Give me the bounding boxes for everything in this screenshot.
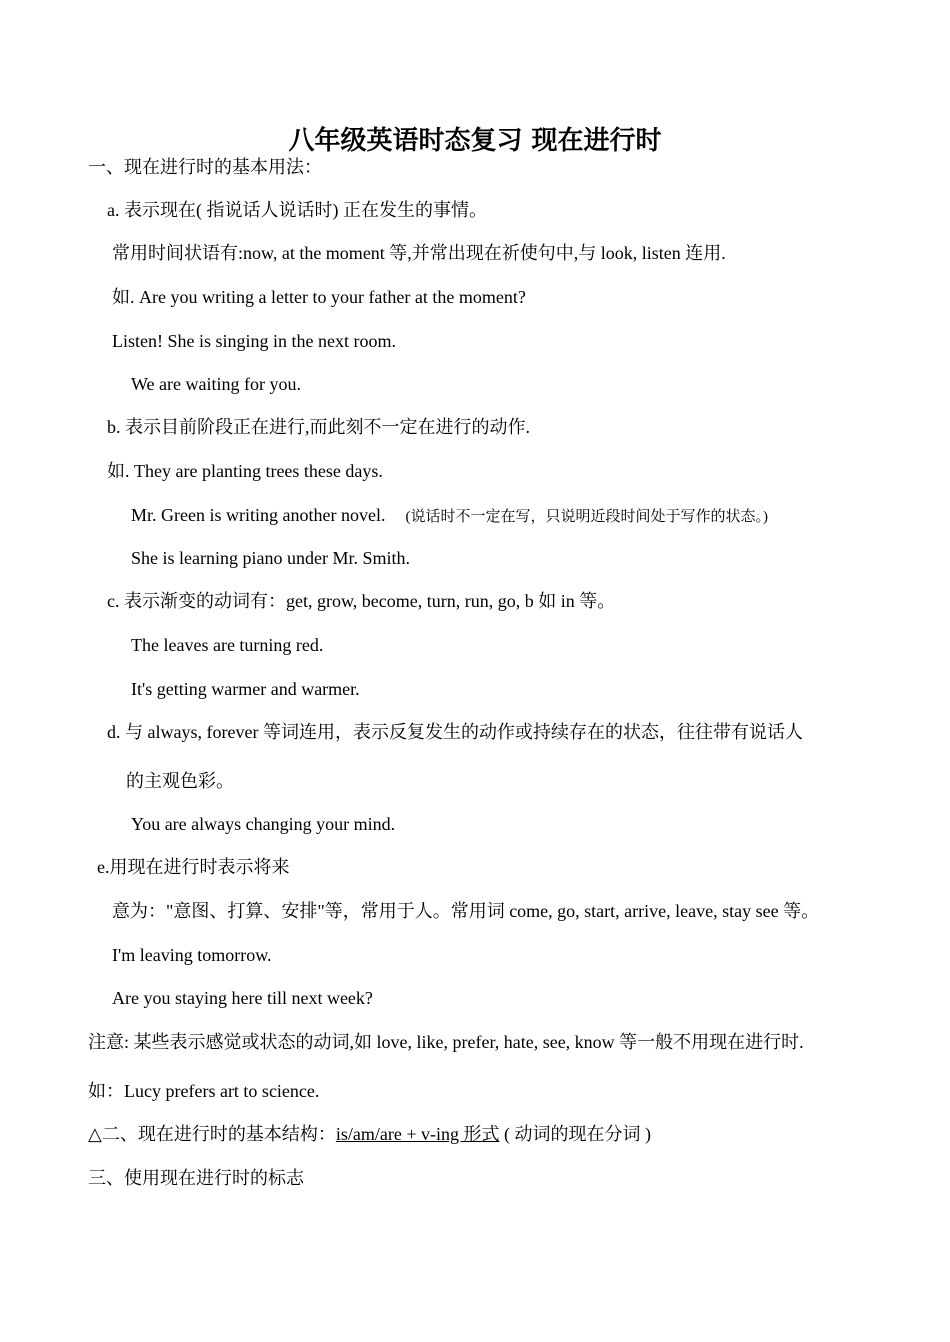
usage-c-label: c. 表示渐变的动词有：get, grow, become, turn, run, go, b 如 in 等。 — [107, 591, 616, 611]
usage-e-example-2: Are you staying here till next week? — [112, 988, 373, 1008]
usage-b-example-2-note: (说话时不一定在写，只说明近段时间处于写作的状态。) — [405, 509, 768, 525]
attention-note: 注意: 某些表示感觉或状态的动词,如 love, like, prefer, hate, see, know 等一般不用现在进行时. — [88, 1032, 804, 1052]
usage-b-example-2-text: Mr. Green is writing another novel. — [131, 505, 386, 525]
usage-b-example-1: 如. They are planting trees these days. — [107, 461, 383, 481]
usage-a-label: a. 表示现在( 指说话人说话时) 正在发生的事情。 — [107, 200, 487, 220]
usage-b-label: b. 表示目前阶段正在进行,而此刻不一定在进行的动作. — [107, 417, 530, 437]
usage-d-example-1: You are always changing your mind. — [131, 814, 396, 834]
section2-prefix: △二、现在进行时的基本结构： — [88, 1124, 336, 1144]
usage-b-example-2 — [131, 504, 768, 528]
section2-structure: is/am/are + v-ing 形式 — [335, 1124, 500, 1144]
usage-e-note: 意为："意图、打算、安排"等，常用于人。常用词 come, go, start, arrive, leave, stay see 等。 — [112, 901, 820, 921]
usage-d-label-continued: 的主观色彩。 — [126, 771, 234, 791]
usage-d-label: d. 与 always, forever 等词连用，表示反复发生的动作或持续存在的状态，往往带有说话人 — [107, 722, 803, 742]
usage-a-example-1: 如. Are you writing a letter to your father at the moment? — [112, 287, 526, 307]
usage-a-note: 常用时间状语有:now, at the moment 等,并常出现在祈使句中,与 look, listen 连用. — [112, 243, 726, 263]
usage-c-example-1: The leaves are turning red. — [131, 635, 324, 655]
section2-heading — [88, 1123, 651, 1145]
usage-e-example-1: I'm leaving tomorrow. — [112, 945, 272, 965]
usage-e-label: e.用现在进行时表示将来 — [97, 857, 290, 877]
usage-a-example-3: We are waiting for you. — [131, 374, 301, 394]
section2-suffix: ( 动词的现在分词 ) — [499, 1124, 651, 1144]
section1-heading: 一、现在进行时的基本用法： — [88, 157, 322, 177]
usage-b-example-3: She is learning piano under Mr. Smith. — [131, 548, 410, 568]
section3-heading: 三、使用现在进行时的标志 — [88, 1168, 304, 1188]
page-title: 八年级英语时态复习 现在进行时 — [288, 126, 662, 156]
usage-c-example-2: It's getting warmer and warmer. — [131, 679, 360, 699]
attention-example: 如：Lucy prefers art to science. — [88, 1081, 320, 1101]
usage-a-example-2: Listen! She is singing in the next room. — [112, 331, 396, 351]
